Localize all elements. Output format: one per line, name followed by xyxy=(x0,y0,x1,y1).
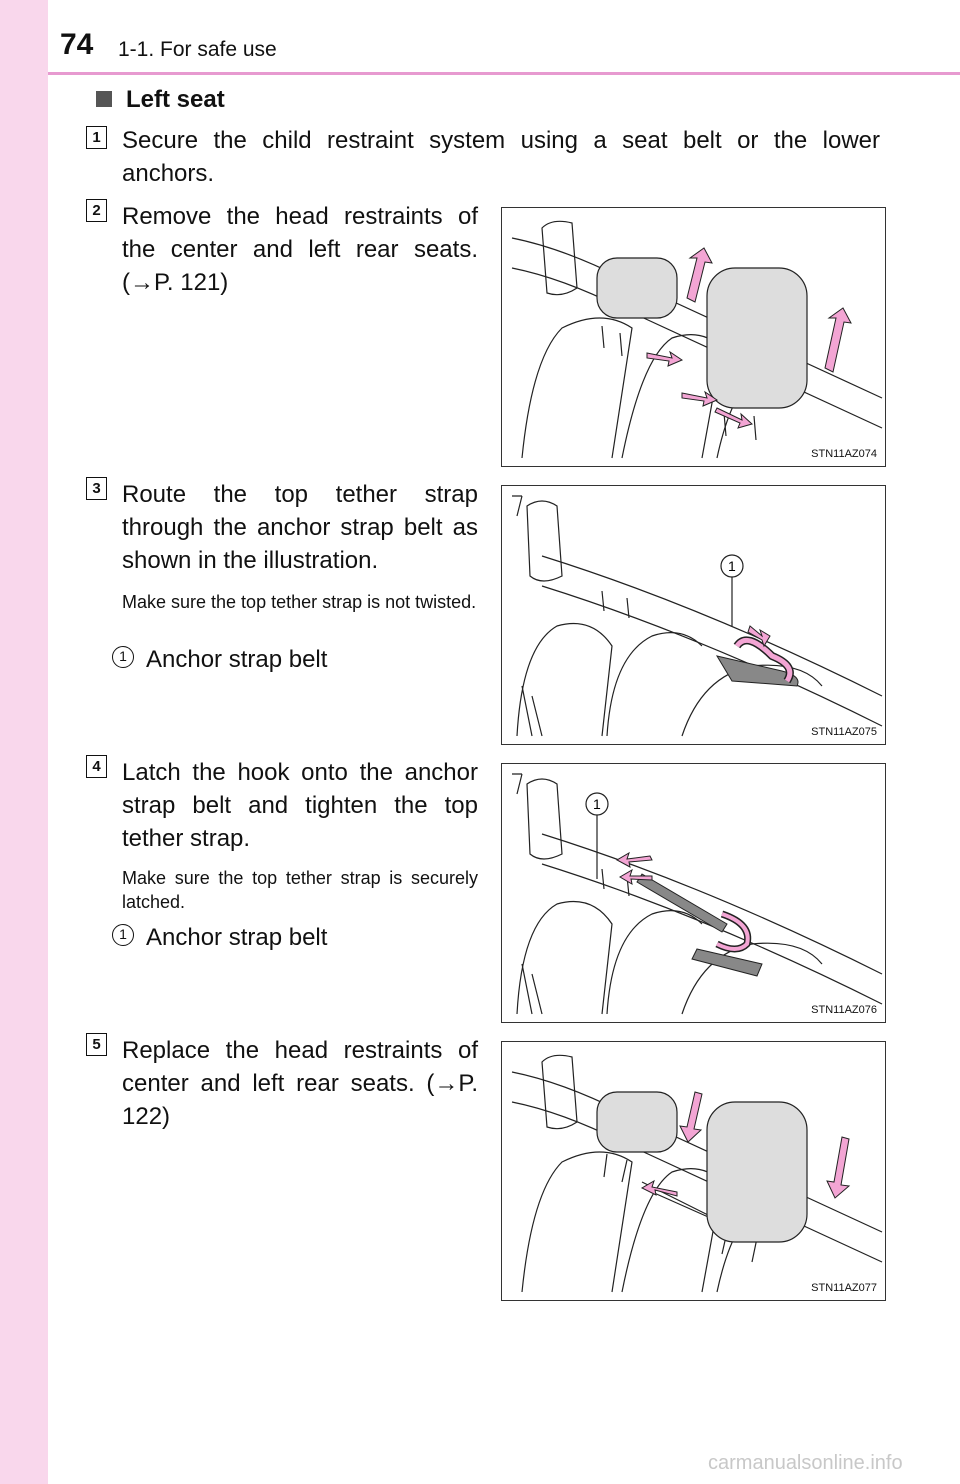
section-title: 1-1. For safe use xyxy=(118,38,277,61)
figure-code: STN11AZ077 xyxy=(811,1282,877,1294)
callout-number: 1 xyxy=(593,796,601,812)
watermark: carmanualsonline.info xyxy=(708,1452,903,1474)
figure-replace-head-restraints xyxy=(501,1041,886,1301)
legend-number-circle: 1 xyxy=(112,646,134,668)
legend-label: Anchor strap belt xyxy=(146,924,328,951)
step-3-note: Make sure the top tether strap is not twisted. xyxy=(122,592,477,612)
step-number-3: 3 xyxy=(86,477,107,500)
figure-route-tether-strap xyxy=(501,485,886,745)
step-1-text: Secure the child restraint system using a seat belt or the lower anchors. xyxy=(122,127,880,187)
step-number-2: 2 xyxy=(86,199,107,222)
figure-remove-head-restraints xyxy=(501,207,886,467)
page-number: 74 xyxy=(60,28,94,61)
step-4-legend xyxy=(112,924,327,952)
square-bullet-icon xyxy=(96,91,112,107)
legend-number-circle: 1 xyxy=(112,924,134,946)
figure-code: STN11AZ076 xyxy=(811,1004,877,1016)
figure-code: STN11AZ075 xyxy=(811,726,877,738)
step-number-1: 1 xyxy=(86,126,107,149)
heading-left-seat: Left seat xyxy=(96,86,225,114)
step-number-5: 5 xyxy=(86,1033,107,1056)
step-5-text: Replace the head restraints of center and left rear seats. (→P. 122) xyxy=(122,1037,478,1130)
step-number-4: 4 xyxy=(86,755,107,778)
step-2-text: Remove the head restraints of the center and left rear seats. (→P. 121) xyxy=(122,203,478,296)
header-rule xyxy=(48,72,960,75)
figure-code: STN11AZ074 xyxy=(811,448,877,460)
step-3-legend xyxy=(112,646,327,674)
callout-number: 1 xyxy=(728,558,736,574)
step-4-note: Make sure the top tether strap is securely latched. xyxy=(122,868,478,912)
step-3-text: Route the top tether strap through the anchor strap belt as shown in the illustration. xyxy=(122,481,478,574)
figure-latch-hook xyxy=(501,763,886,1023)
page-sidebar-band xyxy=(0,0,48,1484)
legend-label: Anchor strap belt xyxy=(146,646,328,673)
step-4-text: Latch the hook onto the anchor strap belt and tighten the top tether strap. xyxy=(122,759,478,852)
